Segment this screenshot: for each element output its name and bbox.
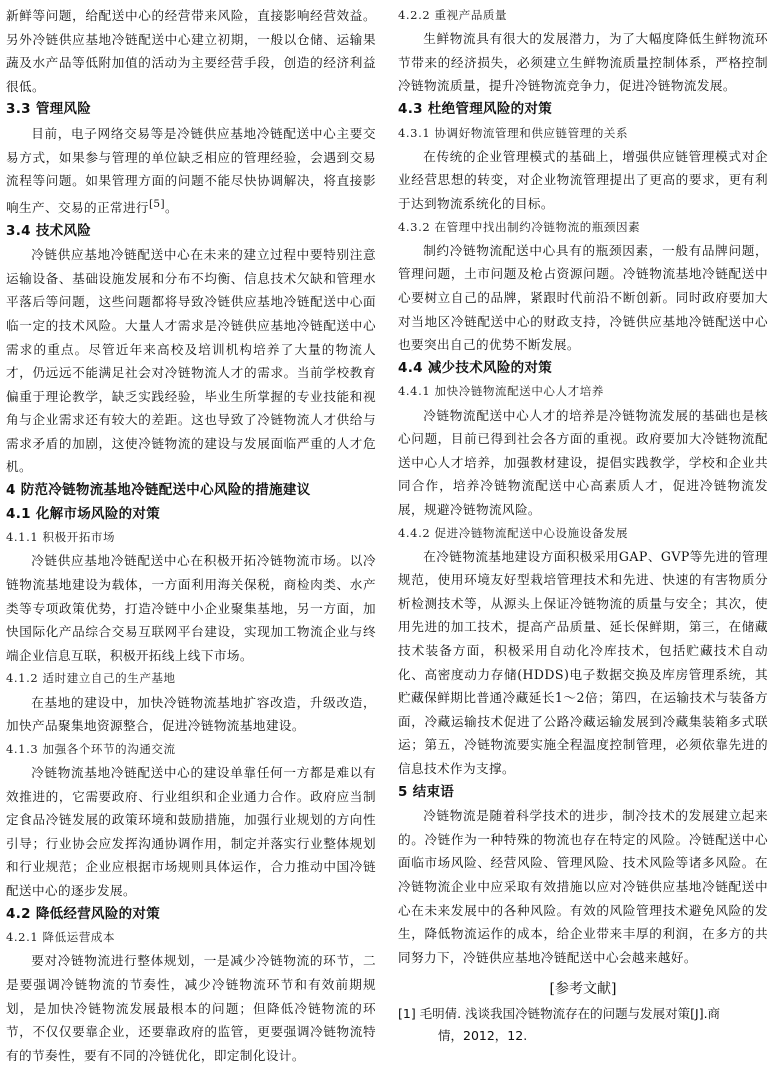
section-3-3-paragraph (6, 122, 376, 220)
section-3-4-heading: 3.4 技术风险 (6, 222, 92, 239)
reference-1-line-2: 情，2012，12. (438, 1028, 528, 1044)
section-3-4-paragraph: 冷链供应基地冷链配送中心在未来的建立过程中要特别注意运输设备、基础设施发展和分布不均衡、信息技术欠缺和管理水平落后等问题，这些问题都将导致冷链供应基地冷链配送中心面临一定的技术风险。大量人才需求是冷链供应基地冷链配送中心需求的重点。尽管近年来高校及培训机构培养了大量的物流人才，仍远远不能满足社会对冷链物流人才的需求。当前学校教育偏重于理论教学，缺乏实践经验，毕业生所掌握的专业技能和视角与企业需求还有较大的差距。这也导致了冷链物流人才供给与需求矛盾的加剧，这使冷链物流的建设与发展面临严重的人才危机。 (6, 247, 376, 475)
section-4-2-2-heading: 4.2.2 重视产品质量 (398, 8, 508, 22)
section-4-heading: 4 防范冷链物流基地冷链配送中心风险的措施建议 (6, 482, 311, 499)
left-column (6, 4, 376, 1067)
references-heading: [参考文献] (549, 981, 617, 998)
section-3-3-end: 。 (165, 199, 179, 215)
section-5-heading: 5 结束语 (398, 783, 455, 800)
section-4-4-2-heading: 4.4.2 促进冷链物流配送中心设施设备发展 (398, 525, 629, 540)
section-3-3-heading: 3.3 管理风险 (6, 101, 92, 118)
section-4-4-heading: 4.4 减少技术风险的对策 (398, 359, 553, 376)
section-4-1-3-paragraph: 冷链物流基地冷链配送中心的建设单靠任何一方都是难以有效推进的，它需要政府、行业组织和企业通力合作。政府应当制定食品冷链发展的政策环境和鼓励措施，加强行业规划的方向性引导；行业协会应发挥沟通协调作用，制定并落实行业整体规划和行业规范；企业应根据市场规则具体运作，合力推动中国冷链配送中心的逐步发展。 (6, 765, 376, 898)
section-4-4-1-paragraph: 冷链物流配送中心人才的培养是冷链物流发展的基础也是核心问题，目前已得到社会各方面的重视。政府要加大冷链物流配送中心人才培养，加强教材建设，提倡实践教学，学校和企业共同合作，培养冷链物流配送中心高素质人才，促进冷链物流发展，规避冷链物流风险。 (398, 407, 768, 517)
reference-1 (398, 1003, 768, 1047)
section-4-3-2-heading: 4.3.2 在管理中找出制约冷链物流的瓶颈因素 (398, 219, 641, 234)
section-4-4-2-paragraph: 在冷链物流基地建设方面积极采用GAP、GVP等先进的管理规范，使用环境友好型栽培管理技术和先进、快速的有害物质分析检测技术等，从源头上保证冷链物流的质量与安全；其次，使用先进的加工技术，提高产品质量、延长保鲜期，第三，在储藏技术装备方面，积极采用自动化冷库技术，包括贮藏技术自动化、高密度动力存储(HDDS)电子数据交换及库房管理系统，其贮藏保鲜期比普通冷藏延长1～2倍；第四，在运输技术与装备方面，冷藏运输技术促进了公路冷藏运输发展到冷藏集装箱多式联运；第五，冷链物流要实施全程温度控制管理，必须依靠先进的信息技术作为支撑。 (398, 548, 768, 777)
right-column (398, 4, 768, 1047)
intro-paragraph: 新鲜等问题，给配送中心的经营带来风险，直接影响经营效益。另外冷链供应基地冷链配送中心建立初期，一般以仓储、运输果蔬及水产品等低附加值的活动为主要经营手段，创造的经济利益很低。 (6, 8, 376, 94)
citation-5: [5] (148, 197, 166, 210)
section-4-3-2-paragraph: 制约冷链物流配送中心具有的瓶颈因素，一般有品牌问题，管理问题，土市问题及枪占资源问题。冷链物流基地冷链配送中心要树立自己的品牌，紧跟时代前沿不断创新。同时政府要加大对当地区冷链配送中心的财政支持，冷链供应基地冷链配送中心也要突出自己的优势不断发展。 (398, 242, 768, 353)
section-4-4-1-heading: 4.4.1 加快冷链物流配送中心人才培养 (398, 384, 604, 399)
section-4-1-3-heading: 4.1.3 加强各个环节的沟通交流 (6, 741, 176, 756)
section-4-1-1-paragraph: 冷链供应基地冷链配送中心在积极开拓冷链物流市场。以冷链物流基地建设为载体，一方面利用海关保税，商检肉类、水产类等专项政策优势，打造冷链中小企业聚集基地，另一方面，加快国际化产品综合交易互联网平台建设，实现加工物流企业与终端企业信息互联，积极开拓线上线下市场。 (6, 553, 376, 663)
reference-1-line-1: [1] 毛明倩. 浅谈我国冷链物流存在的问题与发展对策[J].商 (398, 1006, 721, 1022)
section-5-paragraph: 冷链物流是随着科学技术的进步，制冷技术的发展建立起来的。冷链作为一种特殊的物流也存在特定的风险。冷链配送中心面临市场风险、经营风险、管理风险、技术风险等诸多风险。在冷链物流企业中应采取有效措施以应对冷链供应基地冷链配送中心在未来发展中的各种风险。有效的风险管理技术避免风险的发生，降低物流运作的成本，给企业带来丰厚的利润，在多方的共同努力下，冷链供应基地冷链配送中心会越来越好。 (398, 808, 768, 965)
section-4-2-2-paragraph: 生鲜物流具有很大的发展潜力，为了大幅度降低生鲜物流环节带来的经济损失，必须建立生鲜物流质量控制体系，严格控制冷链物流质量，提升冷链物流竞争力，促进冷链物流发展。 (398, 31, 768, 94)
section-4-2-1-heading: 4.2.1 降低运营成本 (6, 930, 116, 945)
section-4-3-1-paragraph: 在传统的企业管理模式的基础上，增强供应链管理模式对企业经营思想的转变，对企业物流管理提出了更高的要求，更有利于达到物流系统化的目标。 (398, 148, 768, 211)
section-4-1-2-heading: 4.1.2 适时建立自己的生产基地 (6, 671, 176, 686)
section-4-3-heading: 4.3 杜绝管理风险的对策 (398, 100, 553, 117)
section-4-1-heading: 4.1 化解市场风险的对策 (6, 505, 161, 522)
section-3-3-text: 目前，电子网络交易等是冷链供应基地冷链配送中心主要交易方式，如果参与管理的单位缺乏相应的管理经验，会遇到交易流程等问题。如果管理方面的问题不能尽快协调解决，将直接影响生产、交易的正常进行 (6, 125, 376, 215)
section-4-1-2-paragraph: 在基地的建设中，加快冷链物流基地扩容改造，升级改造，加快产品聚集地资源整合，促进冷链物流基地建设。 (6, 694, 376, 734)
section-4-1-1-heading: 4.1.1 积极开拓市场 (6, 530, 116, 545)
section-4-2-1-paragraph: 要对冷链物流进行整体规划，一是减少冷链物流的环节，二是要强调冷链物流的节奏性，减少冷链物流环节和有效前期规划，是加快冷链物流发展最根本的问题；但降低冷链物流的环节，不仅仅要靠企业，还要靠政府的监管，更要强调冷链物流特有的节奏性，要有不同的冷链优化，即定制化设计。 (6, 953, 376, 1063)
section-4-2-heading: 4.2 降低经营风险的对策 (6, 905, 161, 922)
section-4-3-1-heading: 4.3.1 协调好物流管理和供应链管理的关系 (398, 125, 629, 140)
